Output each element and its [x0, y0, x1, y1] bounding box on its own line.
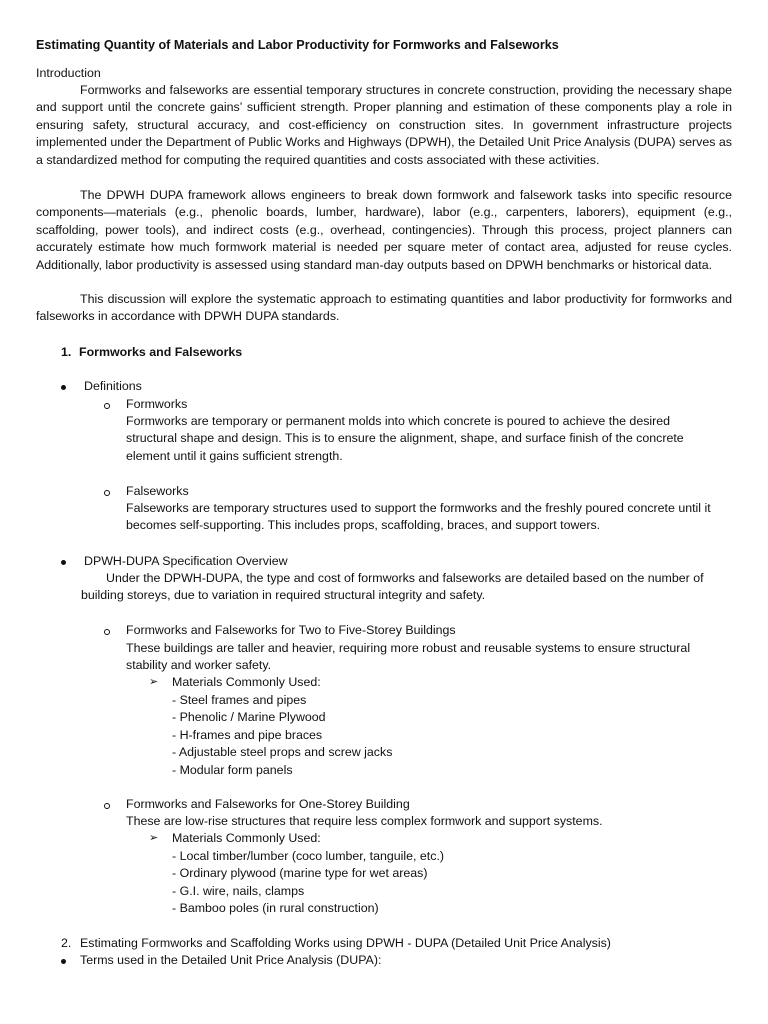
definitions-label: Definitions [84, 379, 142, 393]
intro-paragraph-3: This discussion will explore the systematic approach to estimating quantities and labor productivity for formworks and falseworks in accordance with DPWH DUPA standards. [36, 292, 732, 324]
bullet-dot-icon [61, 959, 66, 964]
intro-paragraph-2: The DPWH DUPA framework allows engineers to break down formwork and falsework tasks into specific resource components—materials (e.g., phenolic boards, lumber, hardware), labor (e.g., carpenters, laborers), equipment (e.g., scaffolding, power tools), and indirect costs (e.g., overhead, contingencies). Through this process, project planners can accurately estimate how much formwork material is needed per square meter of contact area, adjusted for reuse cycles. Additionally, labor productivity is assessed using standard man-day outputs based on DPWH benchmarks or historical data. [36, 188, 732, 272]
introduction-heading: Introduction [36, 66, 101, 80]
terms-label: Terms used in the Detailed Unit Price Analysis (DUPA): [80, 953, 382, 967]
arrow-bullet-icon: ➢ [149, 832, 159, 844]
multi-storey-text: These buildings are taller and heavier, requiring more robust and reusable systems to ensure structural stability and worker safety. [126, 641, 691, 673]
multi-storey-label: Formworks and Falseworks for Two to Five-Storey Buildings [126, 623, 456, 637]
section-1-number: 1. [61, 345, 72, 359]
intro-paragraph-1: Formworks and falseworks are essential temporary structures in concrete construction, providing the necessary shape and support until the concrete gains’ sufficient strength. Proper planning and estimation of these components play a role in ensuring safety, structural accuracy, and cost-efficiency on construction sites. In government infrastructure projects implemented under the Department of Public Works and Highways (DPWH), the Detailed Unit Price Analysis (DUPA) serves as a standardized method for computing the required quantities and costs associated with these activities. [36, 83, 732, 167]
section-2-heading [61, 935, 611, 952]
bullet-dot-icon [61, 560, 66, 565]
multi-materials-label: Materials Commonly Used: [172, 675, 321, 689]
single-materials-list [172, 848, 444, 918]
single-materials-label: Materials Commonly Used: [172, 831, 321, 845]
list-item: - Steel frames and pipes [172, 693, 307, 707]
section-1-title: Formworks and Falseworks [79, 345, 243, 359]
list-item: - Local timber/lumber (coco lumber, tanguile, etc.) [172, 849, 445, 863]
section-2-title: Estimating Formworks and Scaffolding Works using DPWH - DUPA (Detailed Unit Price Analysis) [80, 936, 611, 950]
overview-text: Under the DPWH-DUPA, the type and cost of formworks and falseworks are detailed based on the number of building storeys, due to variation in required structural integrity and safety. [81, 571, 704, 603]
falseworks-label: Falseworks [126, 484, 189, 498]
list-item: - Ordinary plywood (marine type for wet areas) [172, 866, 428, 881]
single-storey-text: These are low-rise structures that require less complex formwork and support systems. [126, 814, 603, 828]
list-item: - G.I. wire, nails, clamps [172, 883, 305, 898]
circle-bullet-icon [104, 803, 110, 809]
list-item: - Bamboo poles (in rural construction) [172, 901, 379, 916]
circle-bullet-icon [104, 490, 110, 496]
bullet-dot-icon [61, 385, 66, 390]
overview-label: DPWH-DUPA Specification Overview [84, 554, 288, 568]
formworks-label: Formworks [126, 397, 188, 411]
section-1-heading [61, 344, 242, 361]
formworks-definition: Formworks are temporary or permanent molds into which concrete is poured to achieve the desired structural shape and design. This is to ensure the alignment, shape, and surface finish of the concrete element until it gains sufficient strength. [126, 414, 684, 463]
document-title: Estimating Quantity of Materials and Labor Productivity for Formworks and Falseworks [36, 38, 559, 52]
list-item: - Modular form panels [172, 762, 293, 777]
list-item: - Adjustable steel props and screw jacks [172, 745, 393, 760]
falseworks-definition: Falseworks are temporary structures used to support the formworks and the freshly poured concrete until it becomes self-supporting. This includes props, scaffolding, braces, and support towers. [126, 501, 711, 533]
single-storey-label: Formworks and Falseworks for One-Storey Building [126, 797, 410, 811]
section-2-number: 2. [61, 936, 72, 950]
multi-materials-list [172, 692, 392, 779]
list-item: - Phenolic / Marine Plywood [172, 710, 326, 725]
list-item: - H-frames and pipe braces [172, 727, 323, 742]
arrow-bullet-icon: ➢ [149, 676, 159, 688]
circle-bullet-icon [104, 403, 110, 409]
circle-bullet-icon [104, 629, 110, 635]
